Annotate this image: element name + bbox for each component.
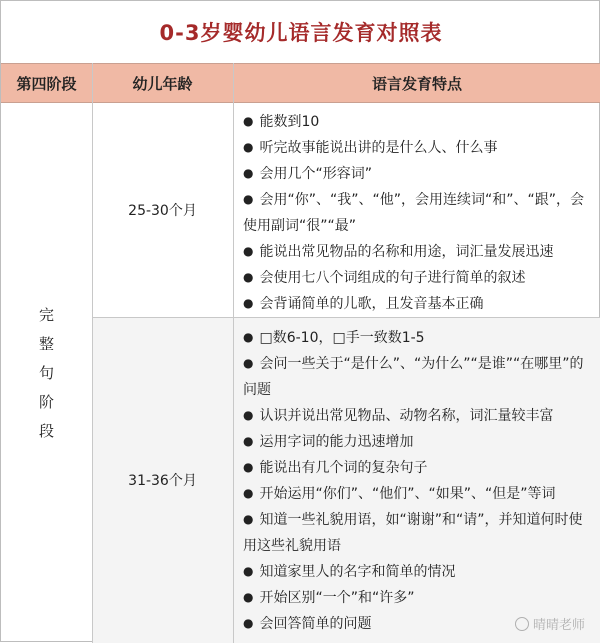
bullet-icon: ● bbox=[243, 356, 254, 370]
feature-item: ● □数6-10，□手一致数1-5 bbox=[243, 330, 425, 346]
page-title: 0-3岁婴幼儿语言发育对照表 bbox=[159, 21, 443, 45]
stage-cell bbox=[1, 103, 92, 643]
bullet-icon: ● bbox=[243, 486, 254, 500]
bullet-icon: ● bbox=[243, 564, 254, 578]
bullet-icon: ● bbox=[243, 192, 254, 206]
bullet-icon: ● bbox=[243, 330, 254, 344]
feature-item: ● 能说出常见物品的名称和用途，词汇量发展迅速 bbox=[243, 244, 554, 260]
feature-item: ● 能说出有几个词的复杂句子 bbox=[243, 460, 428, 476]
row-divider bbox=[92, 317, 600, 318]
age-cell-2: 31-36个月 bbox=[92, 317, 233, 643]
feature-item: ● 认识并说出常见物品、动物名称，词汇量较丰富 bbox=[243, 408, 554, 424]
feature-item: ● 开始运用“你们”、“他们”、“如果”、“但是”等词 bbox=[243, 486, 556, 502]
features-cell-1 bbox=[233, 109, 600, 317]
bullet-icon: ● bbox=[243, 166, 254, 180]
watermark: 晴晴老师 bbox=[515, 614, 585, 633]
age-cell-1: 25-30个月 bbox=[128, 203, 197, 219]
table-header bbox=[1, 63, 600, 103]
header-age: 幼儿年龄 bbox=[132, 74, 193, 93]
features-cell-2 bbox=[233, 325, 600, 643]
bullet-icon: ● bbox=[243, 296, 254, 310]
feature-item: ● 会使用七八个词组成的句子进行简单的叙述 bbox=[243, 270, 526, 286]
feature-item: ● 会回答简单的问题 bbox=[243, 616, 372, 632]
column-divider bbox=[92, 63, 93, 643]
feature-item: ● 听完故事能说出讲的是什么人、什么事 bbox=[243, 140, 498, 156]
feature-item: ● 运用字词的能力迅速增加 bbox=[243, 434, 414, 450]
bullet-icon: ● bbox=[243, 114, 254, 128]
feature-item: ● 会用几个“形容词” bbox=[243, 166, 372, 182]
feature-item: ● 能数到10 bbox=[243, 114, 320, 130]
feature-item: ● 知道一些礼貌用语，如“谢谢”和“请”，并知道何时使用这些礼貌用语 bbox=[243, 512, 583, 554]
bullet-icon: ● bbox=[243, 460, 254, 474]
feature-item: ● 开始区别“一个”和“许多” bbox=[243, 590, 415, 606]
bullet-icon: ● bbox=[243, 244, 254, 258]
feature-item: ● 会背诵简单的儿歌，且发音基本正确 bbox=[243, 296, 484, 312]
stage-label: 完整句阶段 bbox=[38, 305, 54, 440]
bullet-icon: ● bbox=[243, 408, 254, 422]
bullet-icon: ● bbox=[243, 434, 254, 448]
bullet-icon: ● bbox=[243, 616, 254, 630]
bullet-icon: ● bbox=[243, 140, 254, 154]
header-features: 语言发育特点 bbox=[371, 74, 462, 93]
feature-item: ● 会用“你”、“我”、“他”，会用连续词“和”、“跟”，会使用副词“很”“最” bbox=[243, 192, 585, 234]
watermark-logo-icon bbox=[515, 617, 529, 631]
bullet-icon: ● bbox=[243, 512, 254, 526]
bullet-icon: ● bbox=[243, 590, 254, 604]
bullet-icon: ● bbox=[243, 270, 254, 284]
feature-item: ● 会问一些关于“是什么”、“为什么”“是谁”“在哪里”的问题 bbox=[243, 356, 584, 398]
header-stage: 第四阶段 bbox=[16, 74, 77, 93]
column-divider bbox=[233, 63, 234, 643]
feature-item: ● 知道家里人的名字和简单的情况 bbox=[243, 564, 456, 580]
